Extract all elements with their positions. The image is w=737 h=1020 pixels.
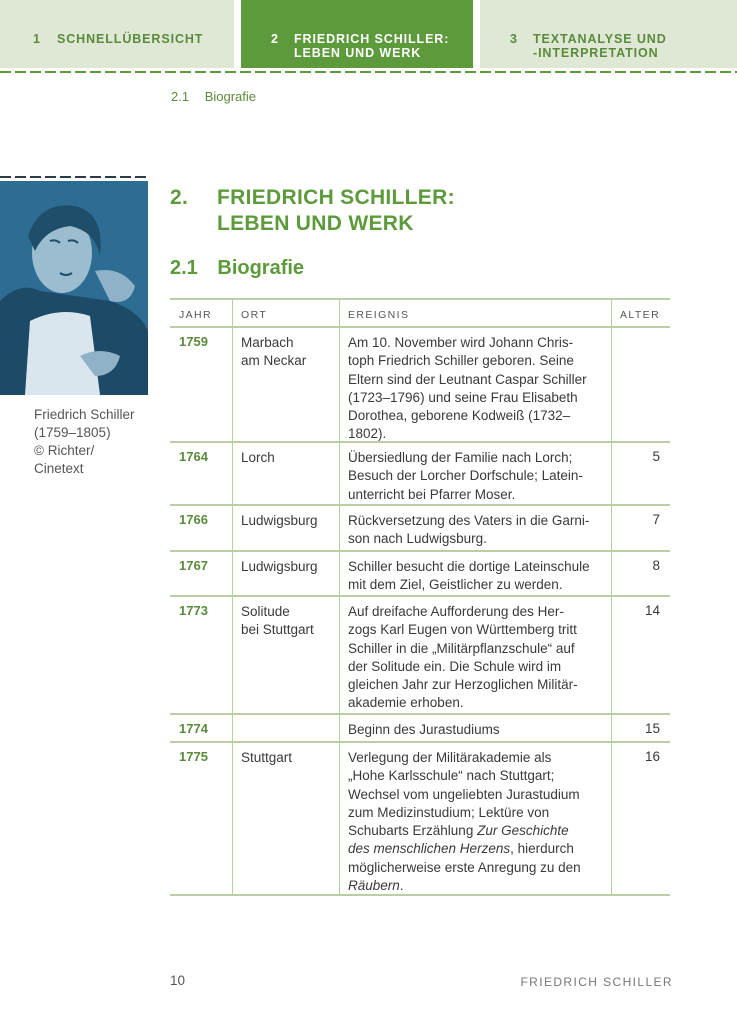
row-event: [348, 558, 606, 595]
row-place: [241, 449, 275, 467]
row-event: [348, 721, 606, 739]
row-place: [241, 558, 318, 576]
chapter-title-line2: LEBEN UND WERK: [217, 212, 414, 235]
row-year: 1767: [179, 558, 208, 573]
caption-line: Cinetext: [34, 461, 84, 476]
event-line: Auf dreifache Aufforderung des Her-: [348, 604, 564, 619]
header-age: ALTER: [620, 309, 661, 321]
event-line: Rückversetzung des Vaters in die Garni-: [348, 513, 590, 528]
place-line: Ludwigsburg: [241, 513, 318, 528]
event-line: (1723–1796) und seine Frau Elisabeth: [348, 389, 578, 405]
event-line: [348, 822, 606, 840]
column-separator: [611, 328, 612, 441]
event-line: Beginn des Jurastudiums: [348, 722, 500, 737]
column-separator: [611, 552, 612, 595]
event-line: der Solitude ein. Die Schule wird im: [348, 658, 562, 674]
place-line: bei Stuttgart: [241, 622, 314, 637]
event-line: möglicherweise erste Anregung zu den: [348, 859, 581, 875]
event-italic-title: des menschlichen Herzens: [348, 841, 511, 857]
caption-line: © Richter/: [34, 443, 95, 458]
row-event: [348, 334, 606, 444]
tab-label-block: [533, 32, 667, 60]
chapter-number: 2.: [170, 186, 189, 209]
breadcrumb-number: 2.1: [171, 89, 190, 104]
event-line: [348, 840, 606, 858]
tab-textanalyse[interactable]: [480, 0, 737, 68]
table-row: [170, 597, 670, 715]
tab-divider-dashes: [0, 71, 737, 73]
section-number: 2.1: [170, 257, 198, 279]
row-age: 14: [644, 603, 660, 618]
row-year: 1766: [179, 512, 208, 527]
event-line: zogs Karl Eugen von Württemberg tritt: [348, 622, 577, 638]
place-line: Solitude: [241, 604, 290, 619]
column-separator: [339, 328, 340, 441]
event-line: zum Medizinstudium; Lektüre von: [348, 804, 550, 820]
column-separator: [339, 552, 340, 595]
breadcrumb-label: Biografie: [204, 89, 257, 104]
place-line: Ludwigsburg: [241, 559, 318, 574]
column-separator: [232, 597, 233, 713]
caption-line: (1759–1805): [34, 425, 111, 440]
event-line: akademie erhoben.: [348, 695, 464, 711]
tab-number: 1: [33, 32, 41, 46]
header-event: EREIGNIS: [348, 309, 410, 321]
column-separator: [232, 552, 233, 595]
tab-leben-und-werk[interactable]: [241, 0, 473, 68]
row-place: [241, 334, 306, 370]
portrait-illustration: [0, 181, 148, 395]
row-age: 5: [652, 449, 660, 464]
breadcrumb: [171, 89, 256, 104]
table-row: [170, 443, 670, 506]
event-line: Wechsel vom ungeliebten Jurastudium: [348, 786, 580, 802]
event-text: Schubarts Erzählung: [348, 823, 478, 839]
event-line: unterricht bei Pfarrer Moser.: [348, 486, 516, 502]
row-age: 16: [644, 749, 660, 764]
column-separator: [232, 443, 233, 504]
row-place: [241, 603, 314, 639]
row-event: [348, 512, 606, 549]
column-separator: [339, 715, 340, 741]
event-line: son nach Ludwigsburg.: [348, 531, 487, 547]
event-line: Am 10. November wird Johann Chris-: [348, 335, 574, 350]
tab-label: TEXTANALYSE UND: [533, 32, 667, 46]
running-title: FRIEDRICH SCHILLER: [520, 975, 673, 989]
header-separator: [611, 300, 612, 328]
row-year: 1759: [179, 334, 208, 349]
row-event: [348, 449, 606, 504]
caption-line: Friedrich Schiller: [34, 407, 135, 422]
event-line: Dorothea, geborene Kodweiß (1732–: [348, 408, 571, 424]
column-separator: [232, 506, 233, 550]
event-italic-title: Räubern: [348, 878, 400, 894]
column-separator: [232, 715, 233, 741]
event-line: Schiller in die „Militärpflanzschule“ auf: [348, 640, 575, 656]
row-age: 8: [652, 558, 660, 573]
event-line: mit dem Ziel, Geistlicher zu werden.: [348, 577, 563, 593]
chapter-title: [217, 185, 455, 237]
column-separator: [611, 715, 612, 741]
tab-label: SCHNELLÜBERSICHT: [57, 32, 204, 46]
event-line: Eltern sind der Leutnant Caspar Schiller: [348, 371, 587, 387]
header-place: ORT: [241, 309, 268, 321]
column-separator: [339, 597, 340, 713]
column-separator: [611, 743, 612, 894]
place-line: Lorch: [241, 450, 275, 465]
page-number: 10: [170, 973, 186, 988]
tab-label: FRIEDRICH SCHILLER:: [294, 32, 450, 46]
event-line: Verlegung der Militärakademie als: [348, 750, 552, 765]
event-text: , hierdurch: [510, 841, 574, 857]
table-row: [170, 506, 670, 552]
tab-number: 3: [510, 32, 518, 46]
column-separator: [339, 743, 340, 894]
event-line: Übersiedlung der Familie nach Lorch;: [348, 450, 573, 465]
tab-number: 2: [271, 32, 279, 46]
tab-label-line2: -INTERPRETATION: [533, 46, 659, 60]
event-line: toph Friedrich Schiller geboren. Seine: [348, 353, 574, 369]
row-event: [348, 749, 606, 895]
column-separator: [232, 743, 233, 894]
image-top-dashes: [0, 176, 148, 178]
column-separator: [232, 328, 233, 441]
row-year: 1774: [179, 721, 208, 736]
event-line: Schiller besucht die dortige Lateinschule: [348, 559, 590, 574]
table-row: [170, 552, 670, 597]
tab-label-block: [294, 32, 449, 60]
event-line: 1802).: [348, 426, 387, 442]
schiller-portrait-image: [0, 181, 148, 395]
column-separator: [339, 443, 340, 504]
column-separator: [611, 506, 612, 550]
header-year: JAHR: [179, 309, 213, 321]
row-place: [241, 512, 318, 530]
event-italic-title: Zur Geschichte: [477, 823, 569, 839]
header-separator: [232, 300, 233, 328]
section-heading: [170, 257, 304, 280]
tab-label-line2: LEBEN UND WERK: [294, 46, 422, 60]
row-place: [241, 749, 292, 767]
chapter-tab-bar: [0, 0, 737, 70]
event-line: gleichen Jahr zur Herzoglichen Militär-: [348, 677, 578, 693]
place-line: am Neckar: [241, 353, 307, 368]
event-line: [348, 877, 606, 895]
row-year: 1775: [179, 749, 208, 764]
row-year: 1773: [179, 603, 208, 618]
tab-schnelluebersicht[interactable]: [0, 0, 234, 68]
place-line: Stuttgart: [241, 750, 293, 765]
event-text: .: [399, 878, 404, 894]
table-row: [170, 328, 670, 443]
table-row: [170, 743, 670, 896]
table-row: [170, 715, 670, 743]
event-line: Besuch der Lorcher Dorfschule; Latein-: [348, 468, 583, 484]
row-age: 15: [644, 721, 660, 736]
table-header: [170, 300, 670, 328]
row-age: 7: [652, 512, 660, 527]
column-separator: [611, 443, 612, 504]
section-title: Biografie: [217, 257, 305, 279]
event-line: „Hohe Karlsschule“ nach Stuttgart;: [348, 768, 555, 784]
row-event: [348, 603, 606, 713]
header-separator: [339, 300, 340, 328]
biography-table: [170, 298, 670, 896]
chapter-title-line1: FRIEDRICH SCHILLER:: [217, 186, 455, 209]
column-separator: [339, 506, 340, 550]
portrait-caption: [34, 406, 144, 478]
place-line: Marbach: [241, 335, 294, 350]
row-year: 1764: [179, 449, 208, 464]
column-separator: [611, 597, 612, 713]
